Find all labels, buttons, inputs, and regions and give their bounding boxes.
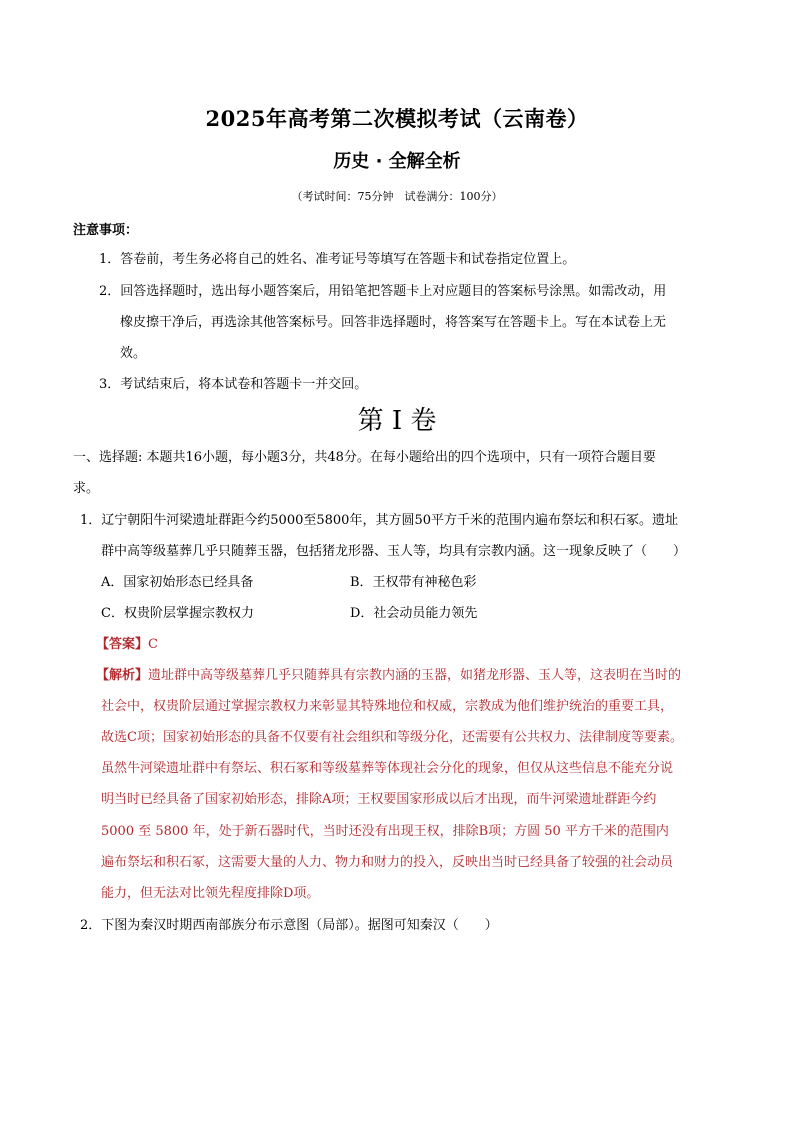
instructions-line-2: 求。 <box>73 481 100 496</box>
q1-option-b: B．王权带有神秘色彩 <box>350 575 477 590</box>
answer-label: 【答案】 <box>96 637 149 652</box>
q1-analysis-line-7: 遍布祭坛和积石冢，这需要大量的人力、物力和财力的投入，反映出当时已经具备了较强的社会动员 <box>101 855 674 870</box>
q1-option-a: A．国家初始形态已经具备 <box>101 575 254 590</box>
q1-stem-line-1: 1．辽宁朝阳牛河梁遗址群距今约5000至5800年，其方圆50平方千米的范围内遍布祭坛和积石冢。遗址 <box>80 513 678 528</box>
q1-analysis-line-8: 能力，但无法对比领先程度排除D项。 <box>101 886 320 901</box>
analysis-text: 遗址群中高等级墓葬几乎只随葬具有宗教内涵的玉器，如猪龙形器、玉人等，这表明在当时的 <box>148 668 682 683</box>
q1-analysis-line-5: 明当时已经具备了国家初始形态，排除A项；王权要国家形成以后才出现，而牛河梁遗址群距今约 <box>101 792 657 807</box>
q1-answer <box>96 633 158 652</box>
q1-analysis-line-1 <box>96 664 681 683</box>
notice-item-2: 2．回答选择题时，选出每小题答案后，用铅笔把答题卡上对应题目的答案标号涂黑。如需改动，用 <box>99 284 667 299</box>
q2-stem: 2．下图为秦汉时期西南部族分布示意图（局部）。据图可知秦汉（ ） <box>80 918 498 933</box>
answer-value: C <box>148 637 158 652</box>
notice-heading: 注意事项： <box>73 223 139 238</box>
notice-item-3: 3．考试结束后，将本试卷和答题卡一并交回。 <box>99 377 368 392</box>
q1-analysis-line-3: 故选C项；国家初始形态的具备不仅要有社会组织和等级分化，还需要有公共权力、法律制度等要素。 <box>101 730 683 745</box>
q1-analysis-line-6: 5000 至 5800 年，处于新石器时代，当时还没有出现王权，排除B项；方圆 50 平方千米的范围内 <box>101 824 669 839</box>
q1-analysis-line-2: 社会中，权贵阶层通过掌握宗教权力来彰显其特殊地位和权威，宗教成为他们维护统治的重要工具， <box>101 699 674 714</box>
q1-stem-line-2: 群中高等级墓葬几乎只随葬玉器，包括猪龙形器、玉人等，均具有宗教内涵。这一现象反映了（ ） <box>101 544 687 559</box>
q1-analysis-line-4: 虽然牛河梁遗址群中有祭坛、积石冢和等级墓葬等体现社会分化的现象，但仅从这些信息不能充分说 <box>101 761 674 776</box>
page-title: 2025年高考第二次模拟考试（云南卷） <box>205 106 589 131</box>
notice-item-2-end: 效。 <box>120 346 147 361</box>
instructions-line-1: 一、选择题: 本题共16小题，每小题3分，共48分。在每小题给出的四个选项中，只有一项符合题目要 <box>73 450 656 465</box>
page-subtitle: 历史 · 全解全析 <box>333 151 461 172</box>
q1-option-c: C．权贵阶层掌握宗教权力 <box>101 606 254 621</box>
q1-option-d: D．社会动员能力领先 <box>350 606 478 621</box>
exam-meta: （考试时间：75分钟 试卷满分：100分） <box>291 190 503 203</box>
notice-item-1: 1．答卷前，考生务必将自己的姓名、准考证号等填写在答题卡和试卷指定位置上。 <box>99 252 576 267</box>
section-title: 第 I 卷 <box>357 406 437 436</box>
analysis-label: 【解析】 <box>96 668 149 683</box>
notice-item-2-cont: 橡皮擦干净后，再选涂其他答案标号。回答非选择题时，将答案写在答题卡上。写在本试卷上无 <box>120 315 667 330</box>
